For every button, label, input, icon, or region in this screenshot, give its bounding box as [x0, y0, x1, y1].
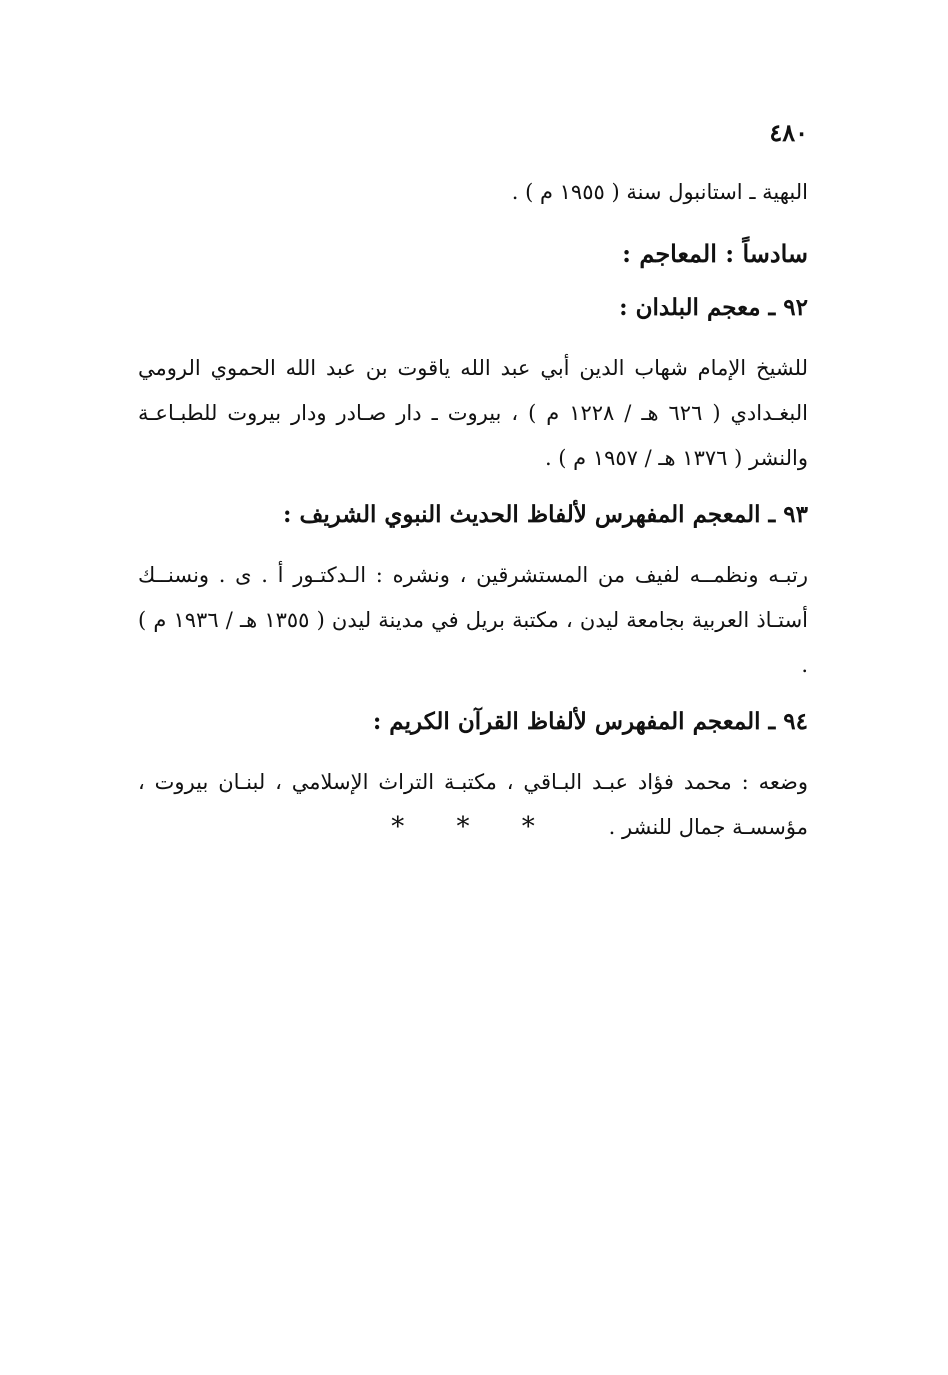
continuation-text: البهية ـ استانبول سنة ( ١٩٥٥ م ) .	[511, 180, 808, 204]
entry-body: وضعه : محمد فؤاد عبـد البـاقي ، مكتبـة التراث الإسلامي ، لبنـان بيروت ، مؤسسـة جمال للنشر .	[138, 770, 808, 839]
page-number: ٤٨٠	[769, 118, 808, 147]
entry-heading: ٩٢ ـ معجم البلدان :	[619, 294, 808, 321]
entry-heading: ٩٤ ـ المعجم المفهرس لألفاظ القرآن الكريم :	[372, 708, 808, 735]
section-heading: سادساً : المعاجم :	[622, 239, 808, 268]
page-content	[138, 170, 808, 864]
entry-93	[138, 495, 808, 688]
entry-body: للشيخ الإمام شهاب الدين أبي عبد الله ياقوت بن عبد الله الحموي الرومي البغـدادي ( ٦٢٦ هـ / ١٢٢٨ م ) ، بيروت ـ دار صـادر ودار بيروت للطبـاعـة والنشر ( ١٣٧٦ هـ / ١٩٥٧ م ) .	[138, 356, 808, 470]
entry-heading: ٩٣ ـ المعجم المفهرس لألفاظ الحديث النبوي الشريف :	[283, 501, 808, 528]
entry-body: رتبـه ونظمــه لفيف من المستشرقين ، ونشره : الـدكتـور أ . ى . ونسنــك أستـاذ العربية بجامعة ليدن ، مكتبة بريل في مدينة ليدن ( ١٣٥٥ هـ / ١٩٣٦ م ) .	[138, 563, 809, 677]
entry-92	[138, 288, 808, 481]
section-separator: * * *	[391, 812, 557, 842]
